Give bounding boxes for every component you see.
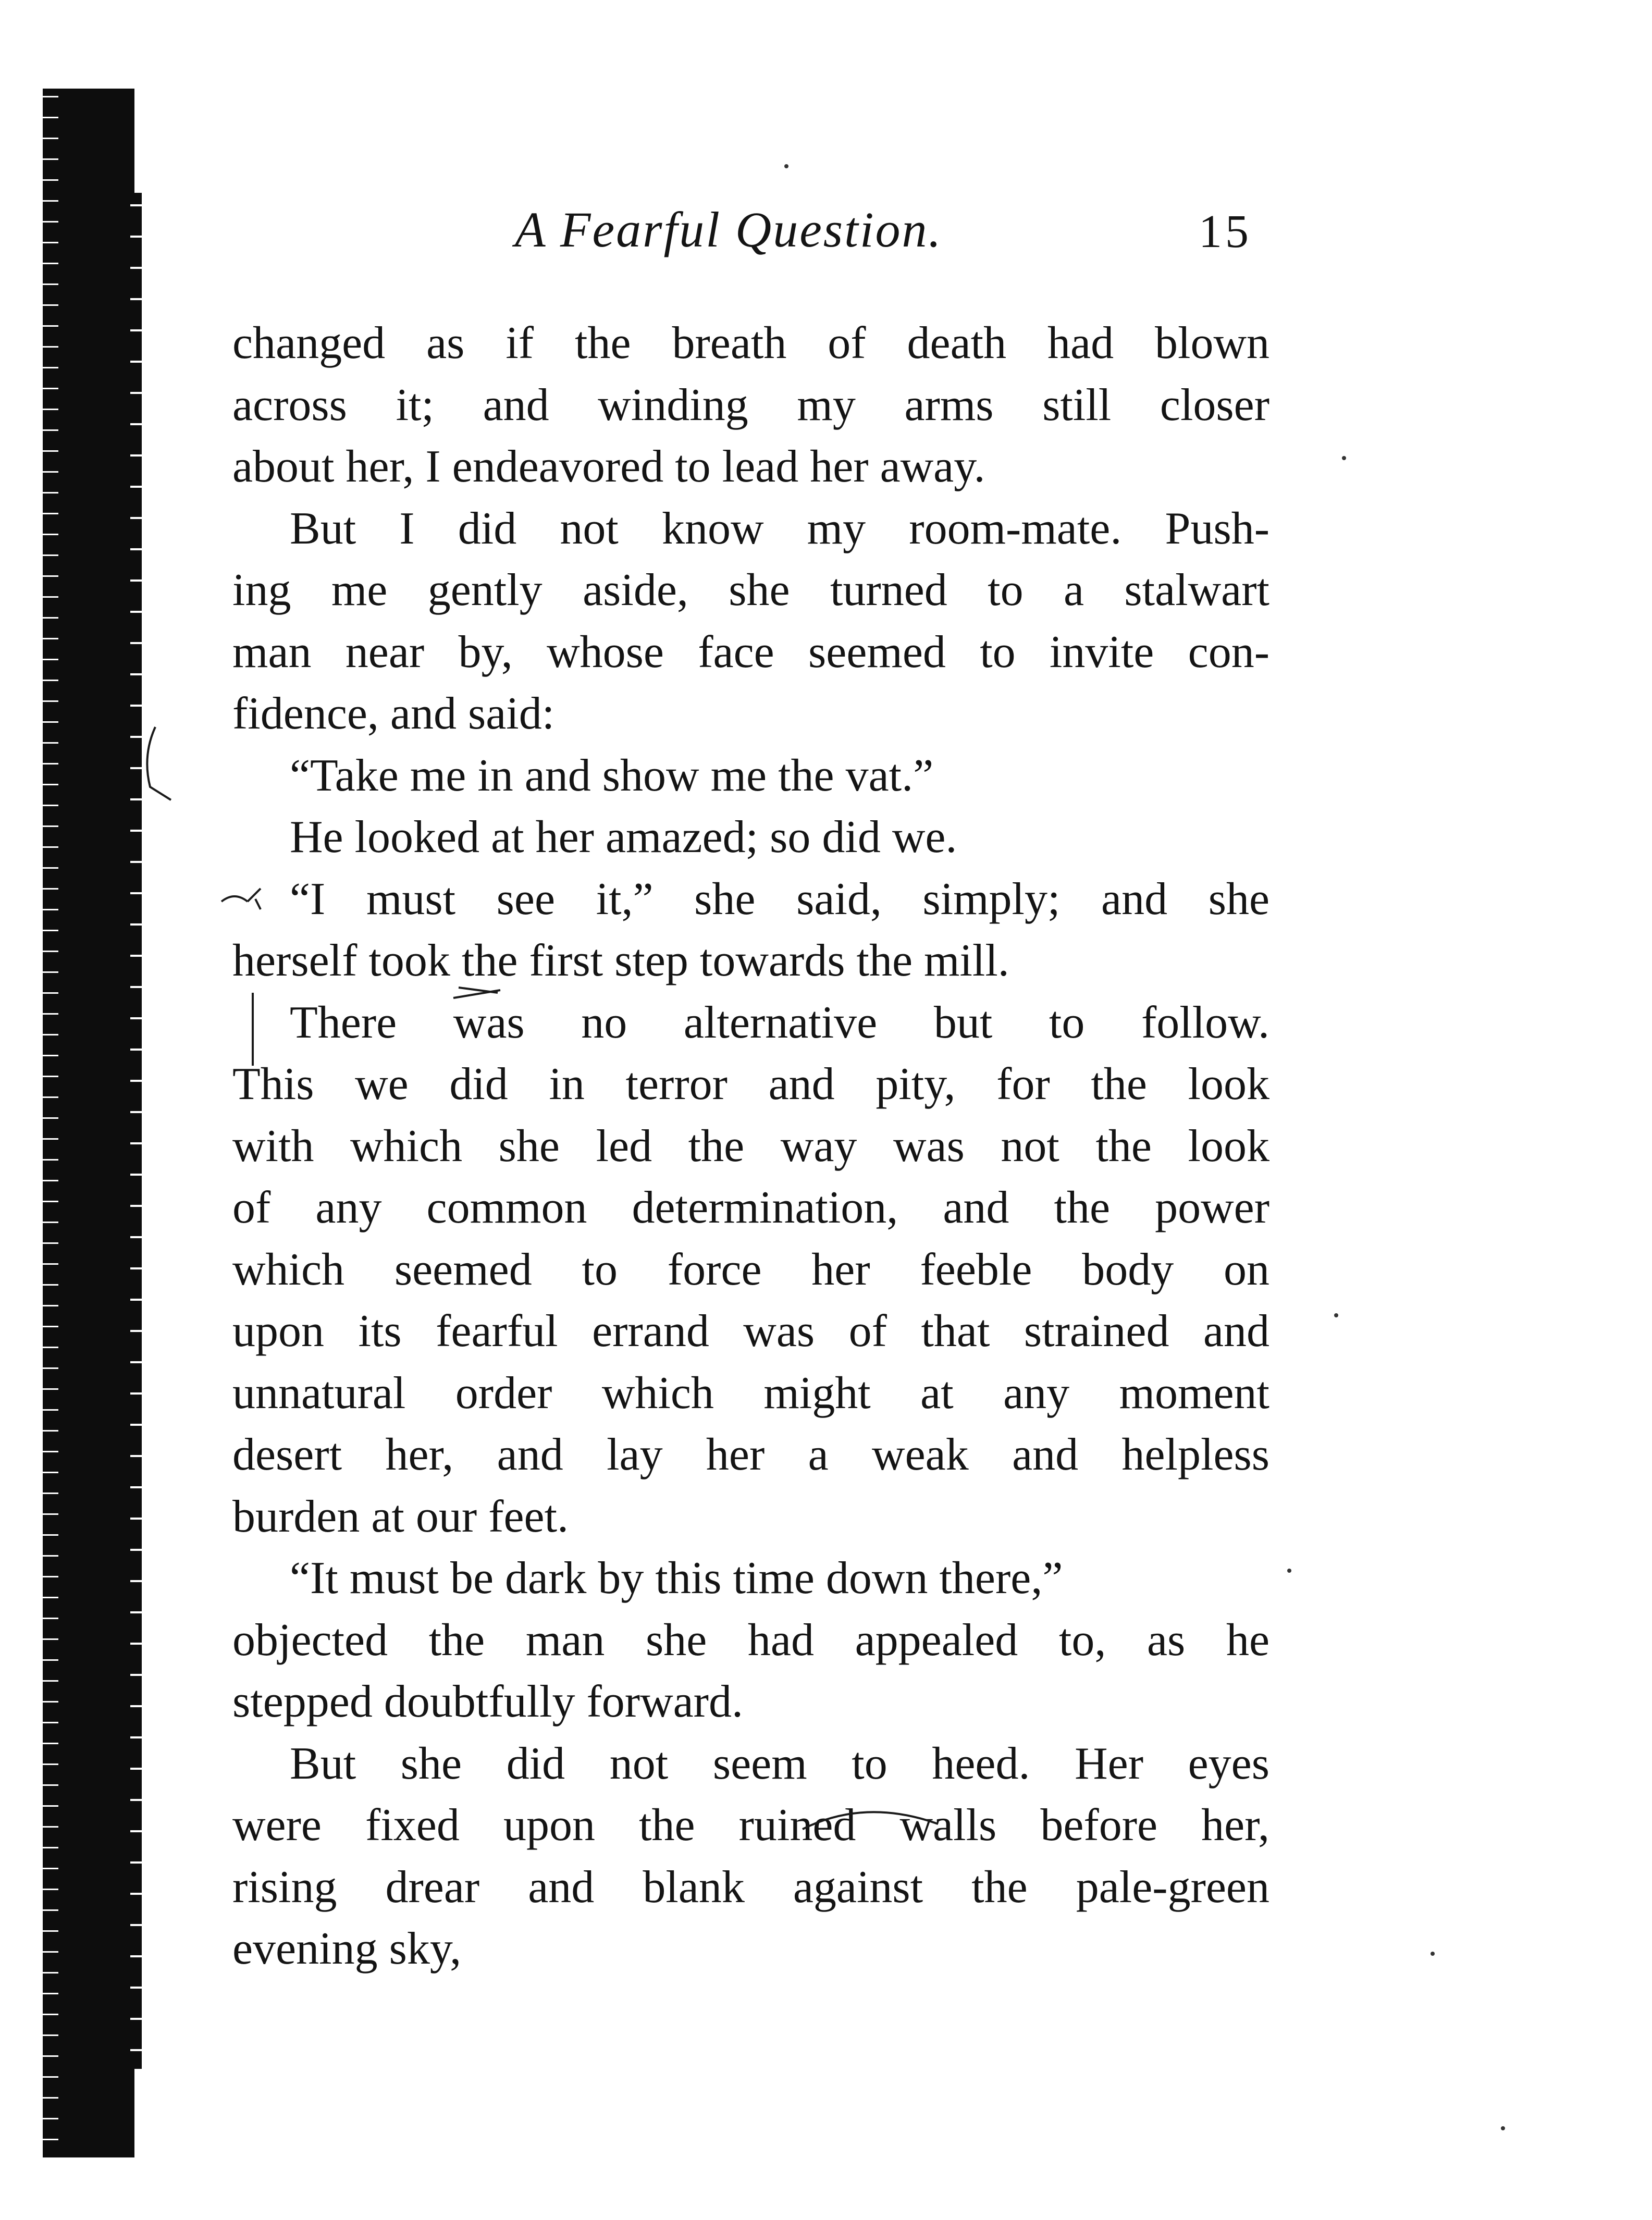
text-line: of any common determination, and the power [232,1182,1269,1233]
speck [1287,1569,1291,1573]
text-line: But she did not seem to heed. Her eyes [290,1738,1269,1789]
text-line: evening sky, [232,1923,462,1974]
text-line: herself took the first step towards the mill. [232,935,1009,986]
text-line: desert her, and lay her a weak and helpless [232,1429,1269,1480]
speck [784,164,788,168]
text-line: were fixed upon the ruined walls before her, [232,1800,1269,1851]
text-line: across it; and winding my arms still closer [232,379,1269,430]
speck [1342,456,1346,460]
text-line: ing me gently aside, she turned to a stalwart [232,565,1269,615]
running-head [0,201,1652,268]
text-line: But I did not know my room-mate. Push- [290,503,1269,554]
text-line: “Take me in and show me the vat.” [290,750,934,801]
text-line: with which she led the way was not the look [232,1120,1269,1171]
text-line: burden at our feet. [232,1491,569,1542]
text-line: stepped doubtfully forward. [232,1676,743,1727]
text-line: “I must see it,” she said, simply; and she [290,873,1269,924]
text-line: rising drear and blank against the pale-green [232,1861,1269,1913]
text-line: fidence, and said: [232,688,555,739]
text-line: which seemed to force her feeble body on [232,1244,1269,1295]
text-line: objected the man she had appealed to, as he [232,1614,1269,1666]
slur-mark [797,1798,943,1834]
text-line: man near by, whose face seemed to invite con- [232,626,1269,677]
text-line: There was no alternative but to follow. [290,997,1269,1048]
text-line: “It must be dark by this time down there,” [290,1553,1063,1604]
chapter-title: A Fearful Question. [515,202,943,257]
text-line: This we did in terror and pity, for the look [232,1059,1269,1109]
binding-shadow [46,89,134,2157]
speck [1334,1313,1338,1317]
page-number: 15 [1199,206,1252,257]
speck [1501,2126,1505,2130]
text-line: upon its fearful errand was of that strained and [232,1306,1269,1356]
speck [1431,1952,1435,1956]
margin-bar-mark [245,990,261,1068]
margin-arrow-mark [219,883,266,915]
text-line: changed as if the breath of death had blown [232,318,1269,368]
body-text [232,313,1269,1980]
text-line: He looked at her amazed; so did we. [290,812,957,862]
margin-bracket-mark [140,724,176,803]
text-line: unnatural order which might at any moment [232,1367,1269,1419]
strikeover-mark [448,980,506,1006]
text-line: about her, I endeavored to lead her away. [232,441,985,492]
